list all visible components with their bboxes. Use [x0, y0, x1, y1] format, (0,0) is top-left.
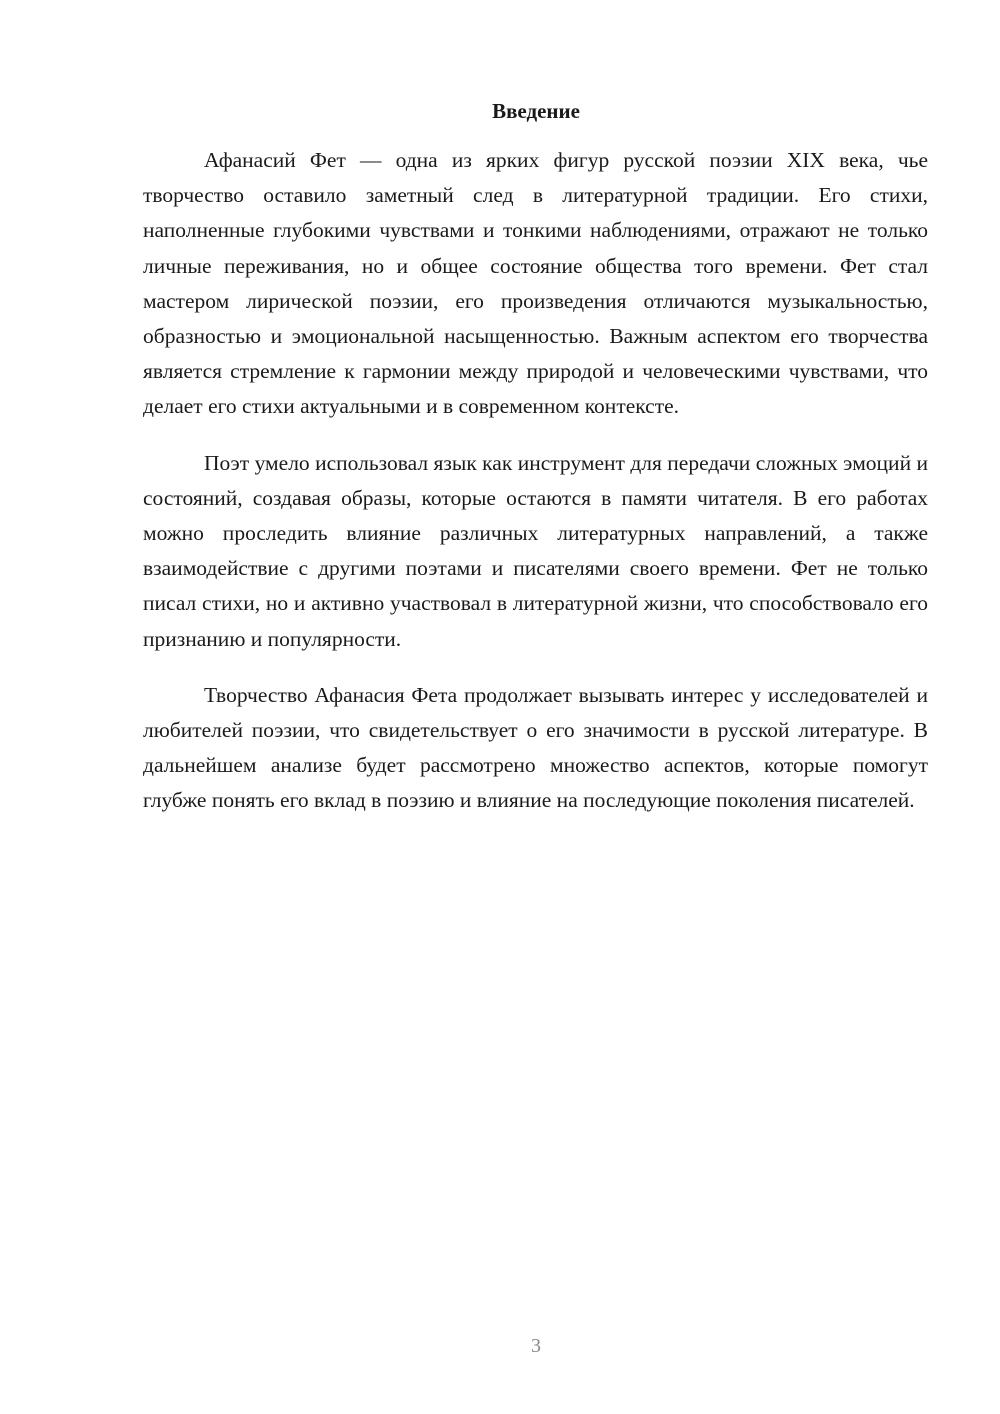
paragraph-3: Творчество Афанасия Фета продолжает вызывать интерес у исследователей и любителей поэзии, что свидетельствует о его значимости в русской литературе. В дальнейшем анализе будет рассмотрено множество аспектов, которые помогут глубже понять его вклад в поэзию и влияние на последующие поколения писателей.	[143, 682, 928, 813]
section-title: Введение	[492, 99, 580, 123]
page-number: 3	[531, 1335, 541, 1357]
paragraph-2: Поэт умело использовал язык как инструмент для передачи сложных эмоций и состояний, создавая образы, которые остаются в памяти читателя. В его работах можно проследить влияние различных литературных направлений, а также взаимодействие с другими поэтами и писателями своего времени. Фет не только писал стихи, но и активно участвовал в литературной жизни, что способствовало его признанию и популярности.	[143, 450, 928, 651]
body-text	[143, 143, 928, 840]
paragraph-1: Афанасий Фет — одна из ярких фигур русской поэзии XIX века, чье творчество оставило заметный след в литературной традиции. Его стихи, наполненные глубокими чувствами и тонкими наблюдениями, отражают не только личные переживания, но и общее состояние общества того времени. Фет стал мастером лирической поэзии, его произведения отличаются музыкальностью, образностью и эмоциональной насыщенностью. Важным аспектом его творчества является стремление к гармонии между природой и человеческими чувствами, что делает его стихи актуальными и в современном контексте.	[143, 148, 928, 419]
